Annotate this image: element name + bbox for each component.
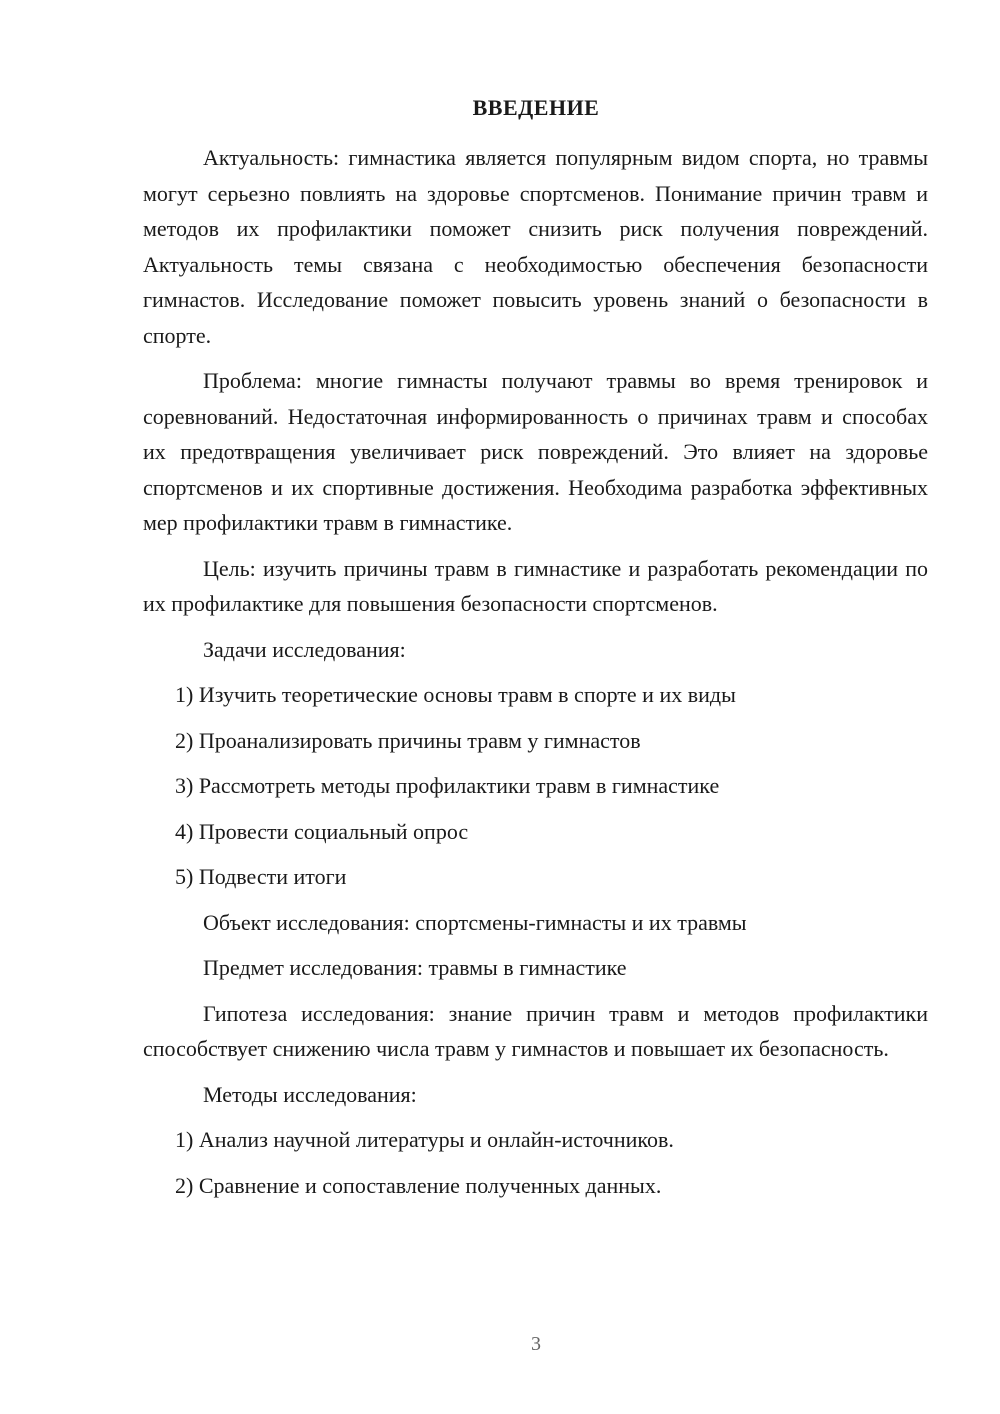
page-number: 3: [531, 1333, 541, 1355]
method-item: 2) Сравнение и сопоставление полученных данных.: [175, 1172, 662, 1198]
hypothesis-paragraph: Гипотеза исследования: знание причин травм и методов профилактики способствует снижению числа травм у гимнастов и повышает их безопасность.: [143, 1000, 928, 1061]
task-item: 3) Рассмотреть методы профилактики травм в гимнастике: [175, 773, 720, 798]
task-item: 2) Проанализировать причины травм у гимнастов: [175, 727, 641, 753]
task-item: 1) Изучить теоретические основы травм в спорте и их виды: [175, 682, 736, 707]
research-subject: Предмет исследования: травмы в гимнастике: [203, 955, 627, 980]
task-item: 5) Подвести итоги: [175, 864, 347, 889]
relevance-paragraph: Актуальность: гимнастика является популярным видом спорта, но травмы могут серьезно повлиять на здоровье спортсменов. Понимание причин травм и методов их профилактики поможет снизить риск получения повреждений. Актуальность темы связана с необходимостью обеспечения безопасности гимнастов. Исследование поможет повысить уровень знаний о безопасности в спорте.: [143, 145, 928, 348]
task-item: 4) Провести социальный опрос: [175, 818, 469, 844]
document-body: [143, 140, 928, 1213]
goal-paragraph: Цель: изучить причины травм в гимнастике и разработать рекомендации по их профилактике для повышения безопасности спортсменов.: [143, 555, 928, 616]
research-object: Объект исследования: спортсмены-гимнасты и их травмы: [203, 909, 747, 935]
section-title: ВВЕДЕНИЕ: [472, 95, 600, 120]
methods-heading: Методы исследования:: [203, 1081, 417, 1107]
method-item: 1) Анализ научной литературы и онлайн-источников.: [175, 1127, 674, 1152]
tasks-heading: Задачи исследования:: [203, 636, 406, 662]
problem-paragraph: Проблема: многие гимнасты получают травмы во время тренировок и соревнований. Недостаточная информированность о причинах травм и способах их предотвращения увеличивает риск повреждений. Это влияет на здоровье спортсменов и их спортивные достижения. Необходима разработка эффективных мер профилактики травм в гимнастике.: [143, 368, 928, 535]
